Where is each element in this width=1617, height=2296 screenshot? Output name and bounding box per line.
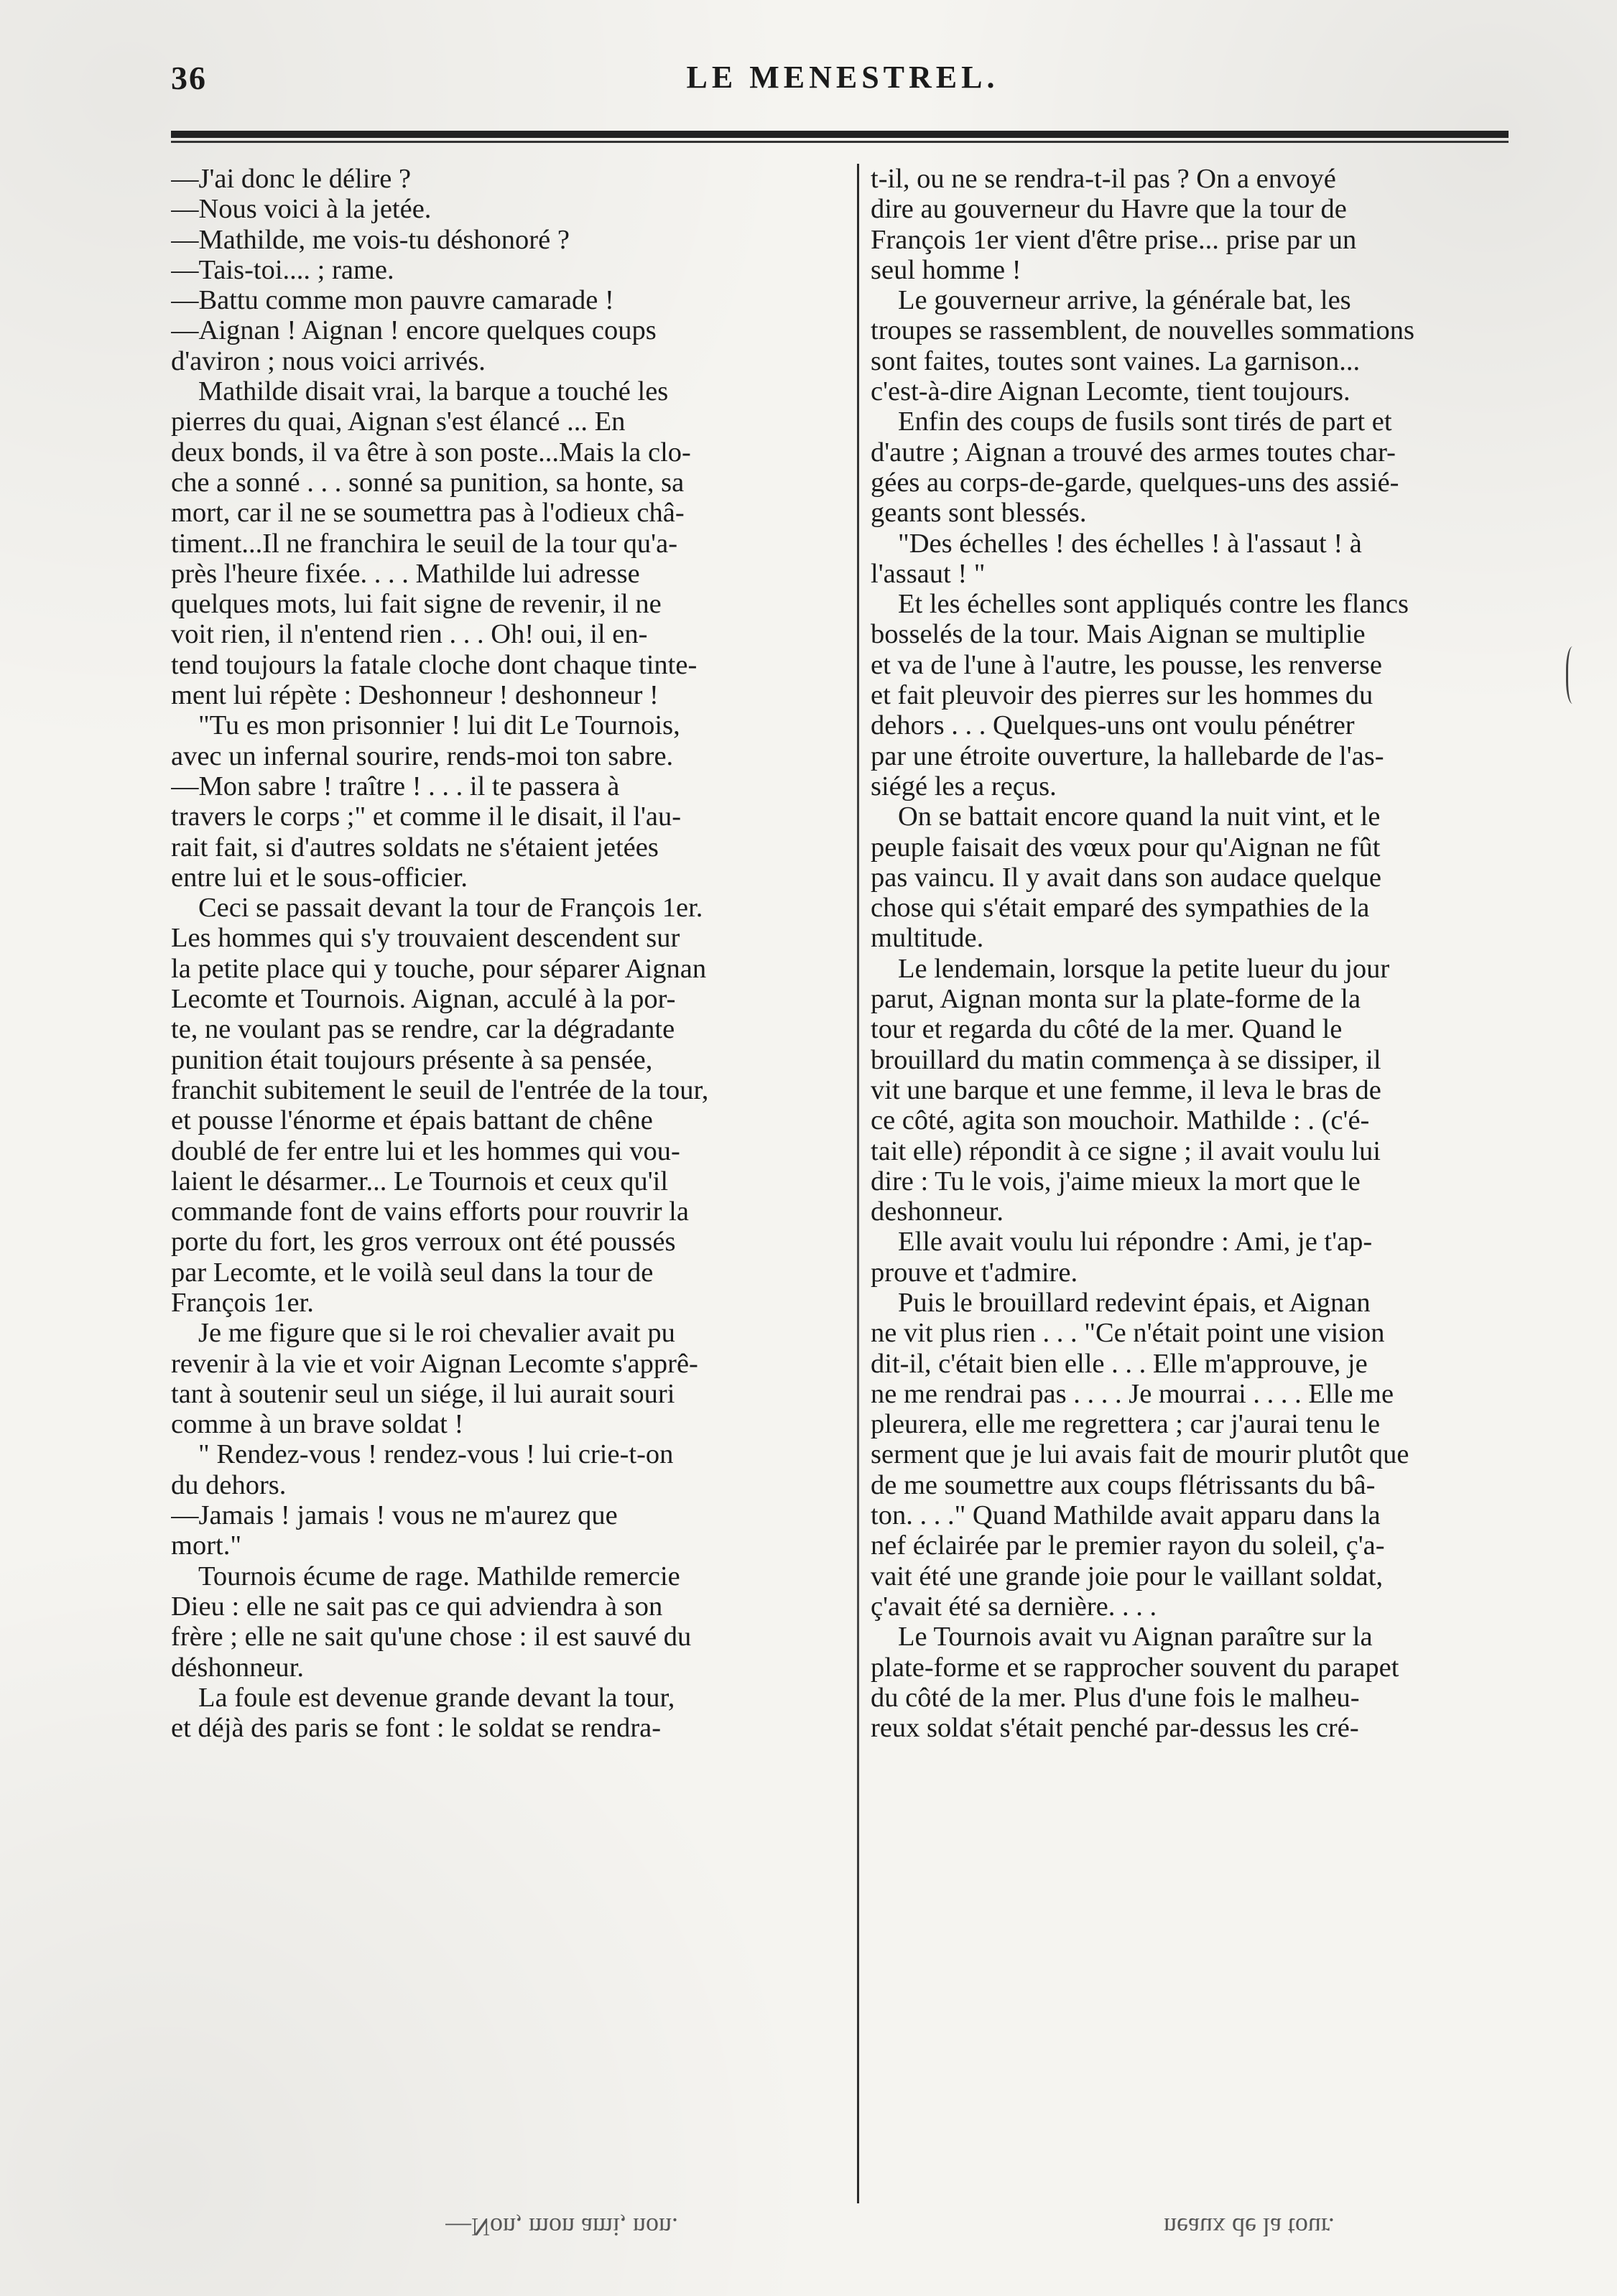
text-line: avec un infernal sourire, rends-moi ton sabre.	[171, 740, 674, 771]
text-line: pleurera, elle me regrettera ; car j'aurai tenu le	[871, 1409, 1381, 1440]
right-text-column	[871, 164, 1532, 2203]
text-line: Les hommes qui s'y trouvaient descendent sur	[171, 923, 680, 954]
text-line: geants sont blessés.	[871, 498, 1087, 529]
header-rule-thick	[171, 131, 1509, 138]
text-line: deux bonds, il va être à son poste...Mais la clo-	[171, 437, 691, 468]
text-line: voit rien, il n'entend rien . . . Oh! oui, il en-	[171, 619, 648, 650]
text-line: Le lendemain, lorsque la petite lueur du jour	[898, 953, 1390, 984]
text-line: et fait pleuvoir des pierres sur les hommes du	[871, 680, 1373, 711]
text-line: che a sonné . . . sonné sa punition, sa honte, sa	[171, 467, 685, 498]
text-line: ment lui répète : Deshonneur ! deshonneur !	[171, 680, 659, 711]
page-header	[171, 59, 1514, 102]
text-line: punition était toujours présente à sa pensée,	[171, 1044, 653, 1075]
text-line: nef éclairée par le premier rayon du soleil, ç'a-	[871, 1530, 1385, 1561]
text-line: de me soumettre aux coups flétrissants du bâ-	[871, 1469, 1376, 1500]
text-line: troupes se rassemblent, de nouvelles sommations	[871, 315, 1415, 346]
text-line: laient le désarmer... Le Tournois et ceux qu'il	[171, 1166, 669, 1196]
text-line: vit une barque et une femme, il leva le bras de	[871, 1074, 1381, 1105]
text-line: tait elle) répondit à ce signe ; il avait voulu lui	[871, 1135, 1381, 1166]
text-line: —Mathilde, me vois-tu déshonoré ?	[171, 224, 570, 255]
column-divider	[857, 164, 859, 2203]
text-line: d'autre ; Aignan a trouvé des armes toutes char-	[871, 437, 1396, 468]
text-line: serment que je lui avais fait de mourir plutôt que	[871, 1439, 1409, 1470]
text-line: porte du fort, les gros verroux ont été poussés	[171, 1227, 676, 1258]
text-line: c'est-à-dire Aignan Lecomte, tient toujours.	[871, 376, 1350, 407]
text-line: gées au corps-de-garde, quelques-uns des assié-	[871, 467, 1399, 498]
text-line: "Tu es mon prisonnier ! lui dit Le Tournois,	[198, 710, 680, 741]
text-line: du côté de la mer. Plus d'une fois le malheu-	[871, 1682, 1360, 1713]
text-line: —Jamais ! jamais ! vous ne m'aurez que	[171, 1500, 618, 1531]
text-line: ç'avait été sa dernière. . . .	[871, 1591, 1157, 1622]
text-line: deshonneur.	[871, 1196, 1004, 1227]
text-line: près l'heure fixée. . . . Mathilde lui adresse	[171, 558, 640, 589]
text-line: t-il, ou ne se rendra-t-il pas ? On a envoyé	[871, 164, 1336, 194]
text-line: brouillard du matin commença à se dissiper, il	[871, 1044, 1381, 1075]
text-line: ce côté, agita son mouchoir. Mathilde : . (c'é-	[871, 1105, 1370, 1136]
text-line: tant à soutenir seul un siége, il lui aurait souri	[171, 1378, 675, 1409]
text-line: quelques mots, lui fait signe de revenir, il ne	[171, 589, 662, 620]
text-line: par Lecomte, et le voilà seul dans la tour de	[171, 1257, 654, 1288]
text-line: ton. . . ." Quand Mathilde avait apparu dans la	[871, 1500, 1381, 1531]
text-line: —Mon sabre ! traître ! . . . il te passera à	[171, 771, 620, 801]
text-line: —Aignan ! Aignan ! encore quelques coups	[171, 315, 657, 346]
text-line: Ceci se passait devant la tour de François 1er.	[198, 893, 703, 924]
text-line: te, ne voulant pas se rendre, car la dégradante	[171, 1014, 675, 1045]
text-line: par une étroite ouverture, la hallebarde de l'as-	[871, 740, 1384, 771]
text-line: Et les échelles sont appliqués contre les flancs	[898, 589, 1409, 620]
text-line: chose qui s'était emparé des sympathies de la	[871, 893, 1370, 924]
text-line: vait été une grande joie pour le vaillant soldat,	[871, 1561, 1384, 1591]
text-line: —Battu comme mon pauvre camarade !	[171, 285, 614, 316]
text-line: timent...Il ne franchira le seuil de la tour qu'a-	[171, 528, 678, 559]
text-line: reux soldat s'était penché par-dessus les cré-	[871, 1713, 1359, 1744]
text-line: dire : Tu le vois, j'aime mieux la mort que le	[871, 1166, 1361, 1196]
text-line: "Des échelles ! des échelles ! à l'assaut ! à	[898, 528, 1362, 559]
text-line: —J'ai donc le délire ?	[171, 164, 412, 194]
text-line: siégé les a reçus.	[871, 771, 1057, 801]
text-line: revenir à la vie et voir Aignan Lecomte s'apprê-	[171, 1348, 698, 1379]
text-line: dire au gouverneur du Havre que la tour de	[871, 194, 1347, 225]
text-line: mort."	[171, 1530, 242, 1561]
text-line: " Rendez-vous ! rendez-vous ! lui crie-t-on	[198, 1439, 674, 1470]
margin-mark	[1566, 646, 1583, 704]
text-line: seul homme !	[871, 254, 1021, 285]
text-line: parut, Aignan monta sur la plate-forme de la	[871, 984, 1361, 1015]
text-line: peuple faisait des vœux pour qu'Aignan ne fût	[871, 832, 1381, 863]
text-line: du dehors.	[171, 1469, 287, 1500]
text-line: la petite place qui y touche, pour séparer Aignan	[171, 953, 707, 984]
text-line: l'assaut ! "	[871, 558, 986, 589]
text-line: pierres du quai, Aignan s'est élancé ... En	[171, 406, 626, 437]
text-line: François 1er vient d'être prise... prise par un	[871, 224, 1357, 255]
text-line: Enfin des coups de fusils sont tirés de part et	[898, 406, 1392, 437]
text-line: et va de l'une à l'autre, les pousse, les renverse	[871, 649, 1382, 680]
text-line: sont faites, toutes sont vaines. La garnison...	[871, 345, 1361, 376]
text-line: tend toujours la fatale cloche dont chaque tinte-	[171, 649, 698, 680]
text-line: et pousse l'énorme et épais battant de chêne	[171, 1105, 653, 1136]
text-line: plate-forme et se rapprocher souvent du parapet	[871, 1652, 1399, 1683]
left-text-column	[171, 164, 832, 2203]
text-line: bosselés de la tour. Mais Aignan se multiplie	[871, 619, 1366, 650]
bleed-through-text-right: neaux de la tour.	[1164, 2213, 1335, 2241]
text-line: Elle avait voulu lui répondre : Ami, je t'ap-	[898, 1227, 1373, 1258]
text-line: Mathilde disait vrai, la barque a touché les	[198, 376, 669, 407]
text-line: —Nous voici à la jetée.	[171, 194, 432, 225]
text-line: ne vit plus rien . . . "Ce n'était point une vision	[871, 1318, 1385, 1349]
text-line: pas vaincu. Il y avait dans son audace quelque	[871, 862, 1381, 893]
text-line: Je me figure que si le roi chevalier avait pu	[198, 1318, 675, 1349]
text-line: rait fait, si d'autres soldats ne s'étaient jetées	[171, 832, 659, 863]
text-line: multitude.	[871, 923, 984, 954]
text-line: Puis le brouillard redevint épais, et Aignan	[898, 1287, 1371, 1318]
text-line: d'aviron ; nous voici arrivés.	[171, 345, 486, 376]
page-number: 36	[171, 60, 207, 96]
text-line: —Tais-toi.... ; rame.	[171, 254, 394, 285]
text-line: dit-il, c'était bien elle . . . Elle m'approuve, je	[871, 1348, 1368, 1379]
text-line: Le Tournois avait vu Aignan paraître sur la	[898, 1622, 1373, 1653]
text-line: On se battait encore quand la nuit vint, et le	[898, 801, 1381, 832]
text-line: et déjà des paris se font : le soldat se rendra-	[171, 1713, 662, 1744]
text-line: ne me rendrai pas . . . . Je mourrai . . . . Elle me	[871, 1378, 1394, 1409]
text-line: dehors . . . Quelques-uns ont voulu pénétrer	[871, 710, 1355, 741]
text-line: frère ; elle ne sait qu'une chose : il est sauvé du	[171, 1622, 692, 1653]
text-line: travers le corps ;" et comme il le disait, il l'au-	[171, 801, 682, 832]
running-title: LE MENESTREL.	[686, 60, 999, 95]
text-line: Lecomte et Tournois. Aignan, acculé à la por-	[171, 984, 676, 1015]
text-line: doublé de fer entre lui et les hommes qui vou-	[171, 1135, 680, 1166]
text-line: comme à un brave soldat !	[171, 1409, 464, 1440]
text-line: déshonneur.	[171, 1652, 304, 1683]
text-line: François 1er.	[171, 1287, 314, 1318]
text-line: Tournois écume de rage. Mathilde remercie	[198, 1561, 680, 1591]
text-line: commande font de vains efforts pour rouvrir la	[171, 1196, 689, 1227]
text-line: prouve et t'admire.	[871, 1257, 1078, 1288]
text-line: La foule est devenue grande devant la tour,	[198, 1682, 675, 1713]
text-line: mort, car il ne se soumettra pas à l'odieux châ-	[171, 498, 685, 529]
header-rule-thin	[171, 141, 1509, 143]
text-line: tour et regarda du côté de la mer. Quand le	[871, 1014, 1343, 1045]
text-line: franchit subitement le seuil de l'entrée de la tour,	[171, 1074, 709, 1105]
text-line: Dieu : elle ne sait pas ce qui adviendra à son	[171, 1591, 663, 1622]
text-line: entre lui et le sous-officier.	[171, 862, 468, 893]
text-line: Le gouverneur arrive, la générale bat, les	[898, 285, 1351, 316]
bleed-through-text-left: —Non, mon ami, non.	[445, 2213, 678, 2241]
